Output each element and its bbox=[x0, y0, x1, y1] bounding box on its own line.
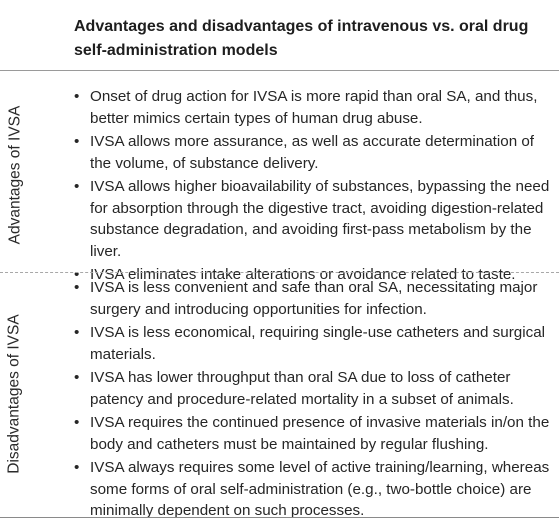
bullet-icon: • bbox=[74, 324, 80, 341]
list-item: • IVSA is less convenient and safe than oral SA, necessitating major surgery and introducing opportunities for infection. bbox=[74, 279, 538, 318]
bullet-icon: • bbox=[74, 369, 80, 386]
bullet-icon: • bbox=[74, 88, 80, 105]
row-label-disadvantages: Disadvantages of IVSA bbox=[6, 314, 23, 474]
list-item: • IVSA allows higher bioavailability of substances, bypassing the need for absorption through the digestive tract, avoiding digestion-related substance degradation, and avoiding first-pass metabolism by the liver. bbox=[74, 178, 550, 260]
row-label-advantages: Advantages of IVSA bbox=[6, 105, 24, 245]
bullet-icon: • bbox=[74, 266, 80, 283]
list-item: • IVSA is less economical, requiring single-use catheters and surgical materials. bbox=[74, 324, 546, 363]
bullet-icon: • bbox=[74, 178, 80, 195]
bullet-icon: • bbox=[74, 279, 80, 296]
bullet-icon: • bbox=[74, 133, 80, 150]
header-divider bbox=[0, 70, 559, 71]
list-item: • IVSA requires the continued presence of invasive materials in/on the body and catheters must be maintained by regular flushing. bbox=[74, 414, 550, 453]
list-item: • IVSA allows more assurance, as well as accurate determination of the volume, of substance delivery. bbox=[74, 133, 535, 172]
advantages-list bbox=[74, 86, 552, 288]
list-item: • IVSA eliminates intake alterations or avoidance related to taste. bbox=[74, 264, 552, 286]
list-item: • IVSA always requires some level of active training/learning, whereas some forms of oral self-administration (e.g., two-bottle choice) are minimally dependent on such processes. bbox=[74, 459, 550, 519]
table-header: Advantages and disadvantages of intravenous vs. oral drug self-administration models bbox=[74, 18, 529, 59]
bullet-icon: • bbox=[74, 459, 80, 476]
table-bottom-border bbox=[0, 517, 559, 518]
disadvantages-list bbox=[74, 277, 552, 524]
section-divider bbox=[0, 272, 559, 273]
list-item: • Onset of drug action for IVSA is more rapid than oral SA, and thus, better mimics certain types of human drug abuse. bbox=[74, 88, 538, 127]
list-item: • IVSA has lower throughput than oral SA due to loss of catheter patency and procedure-related mortality in a subset of animals. bbox=[74, 369, 514, 408]
bullet-icon: • bbox=[74, 414, 80, 431]
